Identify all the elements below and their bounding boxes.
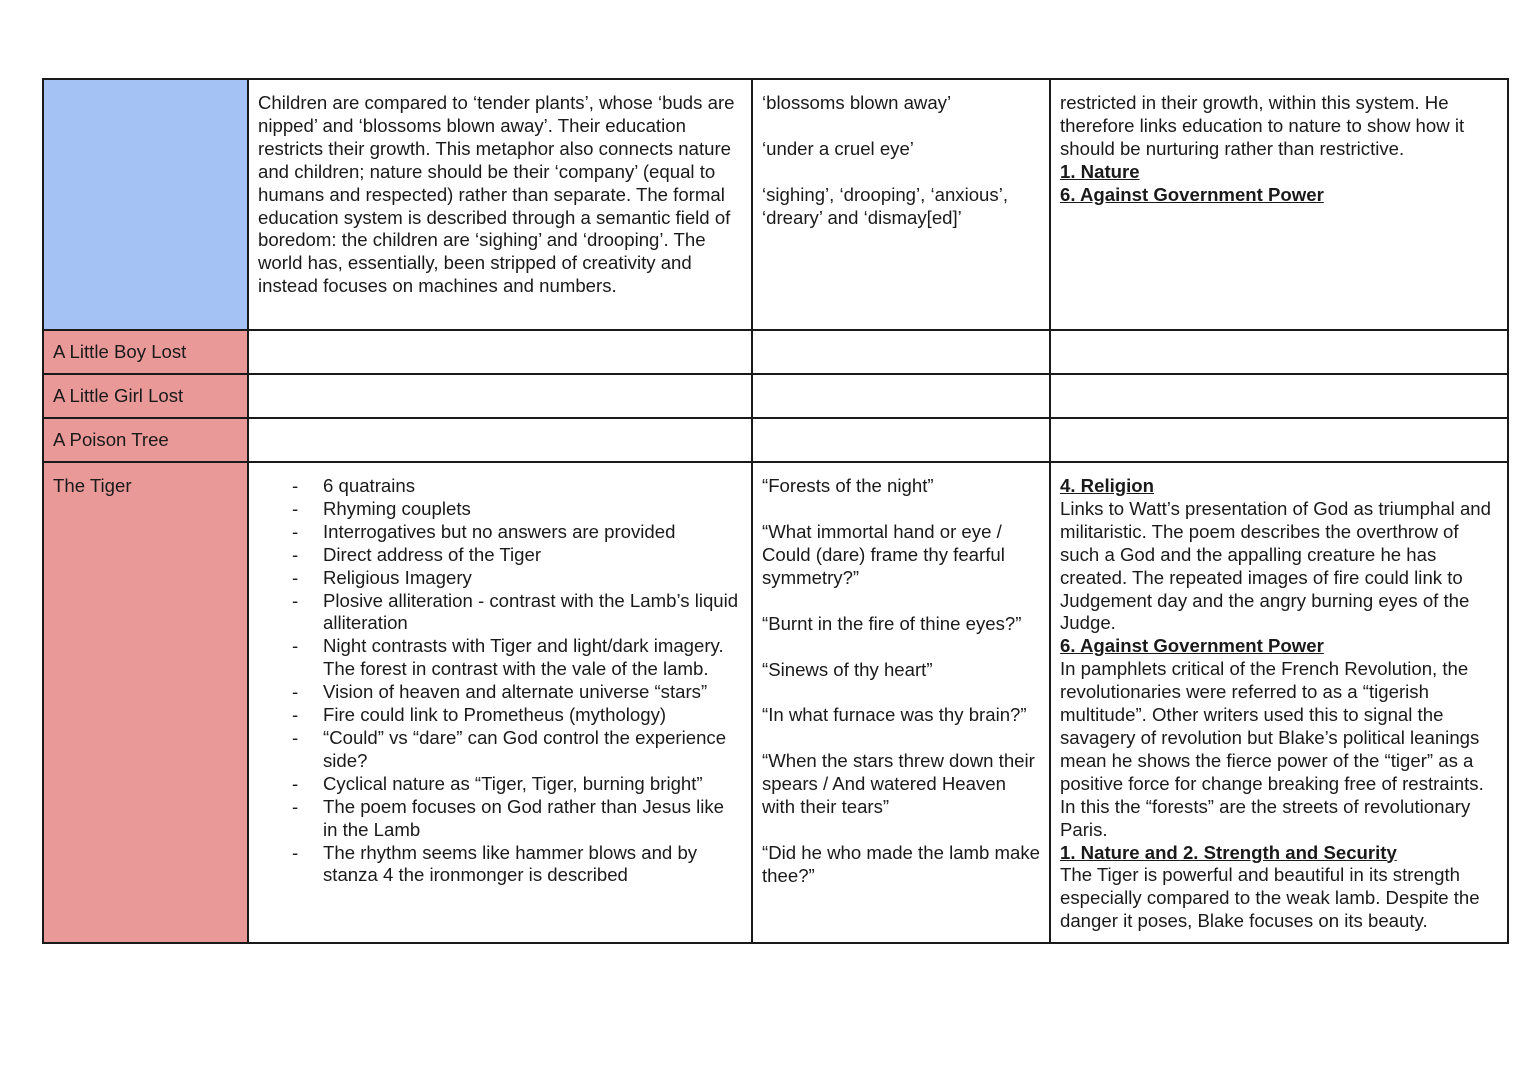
context-cell — [1050, 418, 1508, 462]
table-row-tiger — [43, 462, 1508, 943]
quote: “Sinews of thy heart” — [762, 658, 933, 680]
table-row-continuation — [43, 79, 1508, 330]
theme-heading: 1. Nature and 2. Strength and Security — [1060, 841, 1397, 863]
quotes-cell — [752, 330, 1050, 374]
context-text: The Tiger is powerful and beautiful in its strength especially compared to the weak lamb. Despite the danger it poses, Blake focuses on its beauty. — [1060, 864, 1480, 932]
list-item: - The rhythm seems like hammer blows and by stanza 4 the ironmonger is described — [284, 842, 742, 888]
poem-title-cell — [43, 330, 248, 374]
theme-heading: 6. Against Government Power — [1060, 183, 1324, 205]
quotes-cell — [752, 462, 1050, 943]
context-text: restricted in their growth, within this system. He therefore links education to nature to show how it should be nurturing rather than restrictive. — [1060, 92, 1465, 159]
theme-heading: 6. Against Government Power — [1060, 635, 1324, 657]
analysis-cell — [248, 418, 752, 462]
poem-title: The Tiger — [53, 475, 132, 496]
poem-title-cell — [43, 374, 248, 418]
context-text: Links to Watt’s presentation of God as triumphal and militaristic. The poem describes the overthrow of such a God and the appalling creature he has created. The repeated images of fire could link to Judgement day and the angry burning eyes of the Judge. — [1060, 497, 1491, 634]
table-row-girl-lost — [43, 374, 1508, 418]
quotes-cell — [752, 418, 1050, 462]
context-cell — [1050, 462, 1508, 943]
poem-title: A Little Girl Lost — [53, 385, 184, 406]
list-item: - Fire could link to Prometheus (mythology) — [284, 704, 742, 727]
quote: “When the stars threw down their spears / And watered Heaven with their tears” — [762, 750, 1035, 818]
list-item: - Cyclical nature as “Tiger, Tiger, burning bright” — [284, 773, 742, 796]
quote: ‘under a cruel eye’ — [762, 137, 914, 159]
list-item: - Direct address of the Tiger — [284, 544, 742, 567]
poem-title-cell — [43, 462, 248, 943]
quote: “What immortal hand or eye / Could (dare) frame thy fearful symmetry?” — [762, 520, 1005, 588]
list-item: - 6 quatrains — [284, 475, 742, 498]
context-cell — [1050, 330, 1508, 374]
analysis-cell — [248, 462, 752, 943]
poem-title: A Little Boy Lost — [53, 341, 187, 362]
theme-heading: 4. Religion — [1060, 475, 1155, 496]
quote: “Did he who made the lamb make thee?” — [762, 842, 1041, 886]
poetry-analysis-table — [42, 78, 1509, 944]
list-item: - “Could” vs “dare” can God control the experience side? — [284, 727, 742, 773]
quote: “Burnt in the fire of thine eyes?” — [762, 612, 1022, 634]
quote: ‘sighing’, ‘drooping’, ‘anxious’, ‘dreary’ and ‘dismay[ed]’ — [762, 183, 1008, 228]
context-cell — [1050, 79, 1508, 330]
analysis-text: Children are compared to ‘tender plants’, whose ‘buds are nipped’ and ‘blossoms blown away’. Their education restricts their growth. This metaphor also connects nature and children; nature should be their ‘company’ (equal to humans and respected) rather than separate. The formal education system is described through a semantic field of boredom: the children are ‘sighing’ and ‘drooping’. The world has, essentially, been stripped of creativity and instead focuses on machines and numbers. — [258, 92, 735, 297]
analysis-cell — [248, 330, 752, 374]
list-item: - Religious Imagery — [284, 567, 742, 590]
analysis-cell — [248, 374, 752, 418]
quotes-cell — [752, 374, 1050, 418]
table-row-poison-tree — [43, 418, 1508, 462]
list-item: - Rhyming couplets — [284, 498, 742, 521]
list-item: - Night contrasts with Tiger and light/dark imagery. The forest in contrast with the vale of the lamb. — [284, 635, 742, 681]
quote: ‘blossoms blown away’ — [762, 92, 952, 113]
quote: “In what furnace was thy brain?” — [762, 704, 1027, 726]
theme-heading: 1. Nature — [1060, 160, 1140, 182]
list-item: - Interrogatives but no answers are provided — [284, 521, 742, 544]
list-item: - The poem focuses on God rather than Jesus like in the Lamb — [284, 796, 742, 842]
quotes-cell — [752, 79, 1050, 330]
context-cell — [1050, 374, 1508, 418]
list-item: - Vision of heaven and alternate universe “stars” — [284, 681, 742, 704]
quote: “Forests of the night” — [762, 475, 934, 496]
poem-title-cell — [43, 418, 248, 462]
analysis-bullet-list — [258, 475, 742, 887]
analysis-cell — [248, 79, 752, 330]
list-item: - Plosive alliteration - contrast with the Lamb’s liquid alliteration — [284, 590, 742, 636]
table-row-boy-lost — [43, 330, 1508, 374]
context-text: In pamphlets critical of the French Revolution, the revolutionaries were referred to as a “tigerish multitude”. Other writers used this to signal the savagery of revolution but Blake’s political leanings mean he shows the fierce power of the “tiger” as a positive force for change breaking free of restraints. In this the “forests” are the streets of revolutionary Paris. — [1060, 658, 1484, 840]
poem-title-cell-blank — [43, 79, 248, 330]
poem-title: A Poison Tree — [53, 429, 169, 450]
